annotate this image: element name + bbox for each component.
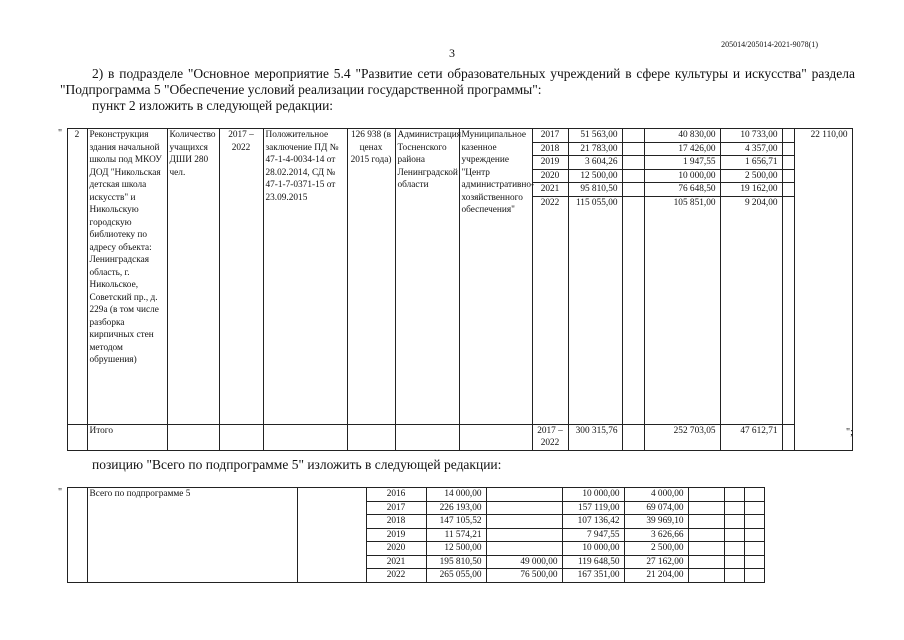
- loc-cell: 2 500,00: [624, 542, 688, 556]
- paragraph-position: позицию "Всего по подпрограмме 5" изложить в следующей редакции:: [92, 457, 502, 472]
- reg-cell: 107 136,42: [562, 515, 624, 529]
- total-cell: 195 810,50: [426, 555, 486, 569]
- year-cell: 2016: [366, 488, 426, 502]
- extra-value: 22 110,00: [794, 129, 852, 451]
- fed-cell: [622, 129, 644, 143]
- itogo-total: 300 315,76: [568, 424, 622, 450]
- fed-cell: [622, 183, 644, 197]
- subprogram-total-table: [55, 487, 796, 583]
- itogo-years: 2017 – 2022: [532, 424, 568, 450]
- loc-cell: 1 656,71: [720, 156, 782, 170]
- quote-open-1: ": [58, 128, 63, 139]
- loc-cell: 27 162,00: [624, 555, 688, 569]
- year-cell: 2020: [532, 169, 568, 183]
- other-cell: [782, 142, 794, 156]
- reg-cell: 10 000,00: [562, 542, 624, 556]
- year-cell: 2017: [532, 129, 568, 143]
- itogo-loc: 47 612,71: [720, 424, 782, 450]
- total-cell: 12 500,00: [426, 542, 486, 556]
- total-cell: 21 783,00: [568, 142, 622, 156]
- itogo-label: Итого: [87, 424, 167, 450]
- subprogram-label: Всего по подпрограмме 5: [87, 488, 297, 583]
- total-cell: 95 810,50: [568, 183, 622, 197]
- paragraph-point: пункт 2 изложить в следующей редакции:: [92, 98, 334, 113]
- fed-cell: [622, 156, 644, 170]
- customer: Администрация Тосненского района Ленинградской области: [395, 129, 459, 425]
- year-cell: 2021: [532, 183, 568, 197]
- loc-cell: 19 162,00: [720, 183, 782, 197]
- year-cell: 2020: [366, 542, 426, 556]
- total-cell: 51 563,00: [568, 129, 622, 143]
- reg-cell: 157 119,00: [562, 501, 624, 515]
- year-cell: 2019: [532, 156, 568, 170]
- other-cell: [782, 183, 794, 197]
- reg-cell: 105 851,00: [644, 196, 720, 424]
- reg-cell: 17 426,00: [644, 142, 720, 156]
- reg-cell: 1 947,55: [644, 156, 720, 170]
- table-row: [55, 129, 852, 143]
- table-row-itogo: [55, 424, 852, 450]
- loc-cell: 2 500,00: [720, 169, 782, 183]
- quote-cell: [55, 129, 67, 143]
- paragraph-main: 2) в подразделе "Основное мероприятие 5.4 "Развитие сети образовательных учреждений в сфере культуры и искусства" раздела "Подпрограмма 5 "Обеспечение условий реализации государственной программы":: [60, 66, 855, 97]
- fed-cell: [622, 196, 644, 424]
- capacity: Количество учащихся ДШИ 280 чел.: [167, 129, 219, 425]
- loc-cell: 4 357,00: [720, 142, 782, 156]
- reg-cell: 10 000,00: [644, 169, 720, 183]
- quote-open-2: ": [58, 487, 63, 498]
- loc-cell: 4 000,00: [624, 488, 688, 502]
- loc-cell: 21 204,00: [624, 569, 688, 583]
- object-name: Реконструкция здания начальной школы под МКОУ ДОД "Никольская детская школа искусств" и Никольскую городскую библиотеку по адресу объекта: Ленинградская область, г. Никольское, Советский пр., д. 229а (в том числе разборка кирпичных стен методом обрушения): [87, 129, 167, 425]
- reg-cell: 119 648,50: [562, 555, 624, 569]
- fed-cell: 76 500,00: [486, 569, 562, 583]
- page-number: 3: [449, 46, 455, 60]
- loc-cell: 39 969,10: [624, 515, 688, 529]
- year-cell: 2019: [366, 528, 426, 542]
- cost: 126 938 (в ценах 2015 года): [347, 129, 395, 425]
- total-cell: 265 055,00: [426, 569, 486, 583]
- itogo-reg: 252 703,05: [644, 424, 720, 450]
- fed-cell: 49 000,00: [486, 555, 562, 569]
- total-cell: 3 604,26: [568, 156, 622, 170]
- total-cell: 147 105,52: [426, 515, 486, 529]
- closing-quote: ";: [846, 427, 853, 438]
- year-cell: 2021: [366, 555, 426, 569]
- fed-cell: [486, 501, 562, 515]
- reg-cell: 40 830,00: [644, 129, 720, 143]
- total-cell: 115 055,00: [568, 196, 622, 424]
- total-cell: 226 193,00: [426, 501, 486, 515]
- year-cell: 2017: [366, 501, 426, 515]
- fed-cell: [486, 542, 562, 556]
- loc-cell: 69 074,00: [624, 501, 688, 515]
- fed-cell: [622, 142, 644, 156]
- expertise: Положительное заключение ПД № 47-1-4-0034-14 от 28.02.2014, СД № 47-1-7-0371-15 от 23.09.2015: [263, 129, 347, 425]
- fed-cell: [486, 515, 562, 529]
- year-cell: 2022: [366, 569, 426, 583]
- reg-cell: 167 351,00: [562, 569, 624, 583]
- reg-cell: 10 000,00: [562, 488, 624, 502]
- total-cell: 14 000,00: [426, 488, 486, 502]
- loc-cell: 10 733,00: [720, 129, 782, 143]
- builder: Муниципальное казенное учреждение "Центр административно-хозяйственного обеспечения": [459, 129, 532, 425]
- other-cell: [782, 169, 794, 183]
- loc-cell: 9 204,00: [720, 196, 782, 424]
- total-cell: 11 574,21: [426, 528, 486, 542]
- loc-cell: 3 626,66: [624, 528, 688, 542]
- object-table: [55, 128, 853, 451]
- fed-cell: [486, 528, 562, 542]
- total-cell: 12 500,00: [568, 169, 622, 183]
- table-row: [55, 488, 796, 502]
- other-cell: [782, 196, 794, 424]
- reg-cell: 76 648,50: [644, 183, 720, 197]
- document-code: 205014/205014-2021-9078(1): [721, 40, 818, 49]
- reg-cell: 7 947,55: [562, 528, 624, 542]
- year-cell: 2018: [366, 515, 426, 529]
- other-cell: [782, 129, 794, 143]
- fed-cell: [622, 169, 644, 183]
- other-cell: [782, 156, 794, 170]
- year-cell: 2018: [532, 142, 568, 156]
- row-number: 2: [67, 129, 87, 425]
- fed-cell: [486, 488, 562, 502]
- year-cell: 2022: [532, 196, 568, 424]
- period: 2017 – 2022: [219, 129, 263, 425]
